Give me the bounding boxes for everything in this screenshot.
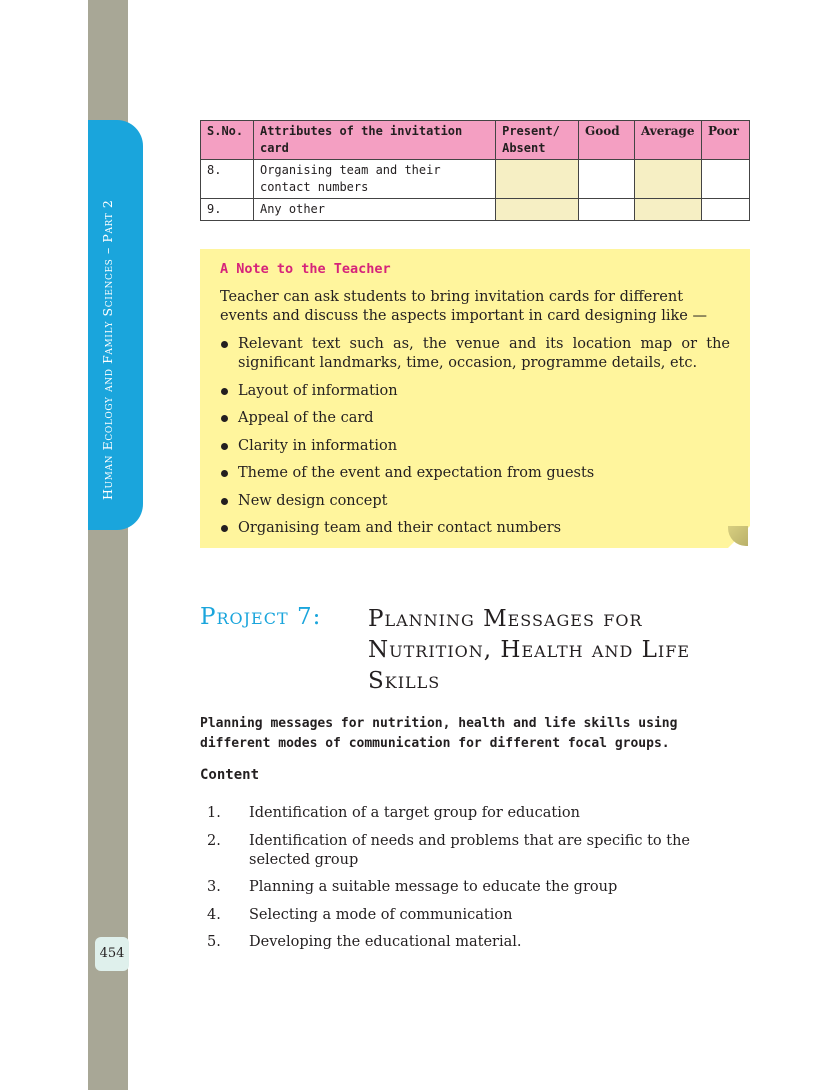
header-sno: S.No. — [201, 121, 254, 160]
cell-poor — [701, 199, 749, 221]
table-row — [201, 160, 750, 199]
item-text: Selecting a mode of communication — [249, 906, 513, 923]
chapter-tab — [88, 120, 143, 530]
list-item: New design concept — [220, 492, 730, 511]
header-attributes: Attributes of the invitation card — [253, 121, 495, 160]
list-item: Organising team and their contact numbers — [220, 519, 730, 538]
item-number: 3. — [207, 879, 221, 895]
item-text: Identification of a target group for education — [249, 805, 580, 821]
cell-good — [579, 199, 635, 221]
cell-present-absent — [496, 160, 579, 199]
cell-present-absent — [496, 199, 579, 221]
table-row — [201, 199, 750, 221]
item-number: 2. — [207, 832, 221, 849]
list-item — [200, 832, 752, 870]
note-intro: Teacher can ask students to bring invitation cards for different events and discuss the aspects important in card designing like — — [220, 289, 707, 324]
project-lead: Planning messages for nutrition, health and life skills using different modes of communication for different focal groups. — [200, 716, 678, 751]
list-item: Layout of information — [220, 382, 730, 401]
teacher-note-box — [200, 249, 750, 548]
project-label: Project 7: — [200, 604, 322, 630]
note-bullet-list — [220, 335, 730, 547]
item-text: Developing the educational material. — [249, 934, 522, 950]
content-list — [200, 804, 752, 961]
row-attribute: Any other — [253, 199, 495, 221]
list-item — [200, 878, 752, 897]
list-item — [200, 804, 752, 823]
cell-poor — [701, 160, 749, 199]
item-number: 1. — [207, 805, 221, 821]
row-sno: 8. — [201, 160, 254, 199]
page-number: 454 — [95, 937, 129, 971]
list-item — [200, 906, 752, 925]
header-poor: Poor — [701, 121, 749, 160]
list-item — [200, 933, 752, 952]
cell-good — [579, 160, 635, 199]
table-header-row — [201, 121, 750, 160]
item-number: 4. — [207, 906, 221, 923]
content-heading: Content — [200, 767, 260, 783]
list-item: Theme of the event and expectation from guests — [220, 464, 730, 483]
header-present-absent: Present/ Absent — [496, 121, 579, 160]
project-title: Planning Messages for Nutrition, Health and Life Skills — [368, 606, 690, 694]
cell-average — [634, 199, 701, 221]
list-item: Relevant text such as, the venue and its location map or the significant landmarks, time, occasion, programme details, etc. — [220, 335, 730, 373]
attributes-table — [200, 120, 750, 221]
item-text: Identification of needs and problems that are specific to the selected group — [249, 832, 691, 868]
header-average: Average — [634, 121, 701, 160]
list-item: Clarity in information — [220, 437, 730, 456]
header-good: Good — [579, 121, 635, 160]
item-text: Planning a suitable message to educate the group — [249, 879, 618, 895]
row-attribute: Organising team and their contact numbers — [253, 160, 495, 199]
list-item: Appeal of the card — [220, 409, 730, 428]
note-title: A Note to the Teacher — [220, 261, 391, 277]
item-number: 5. — [207, 934, 221, 950]
cell-average — [634, 160, 701, 199]
row-sno: 9. — [201, 199, 254, 221]
